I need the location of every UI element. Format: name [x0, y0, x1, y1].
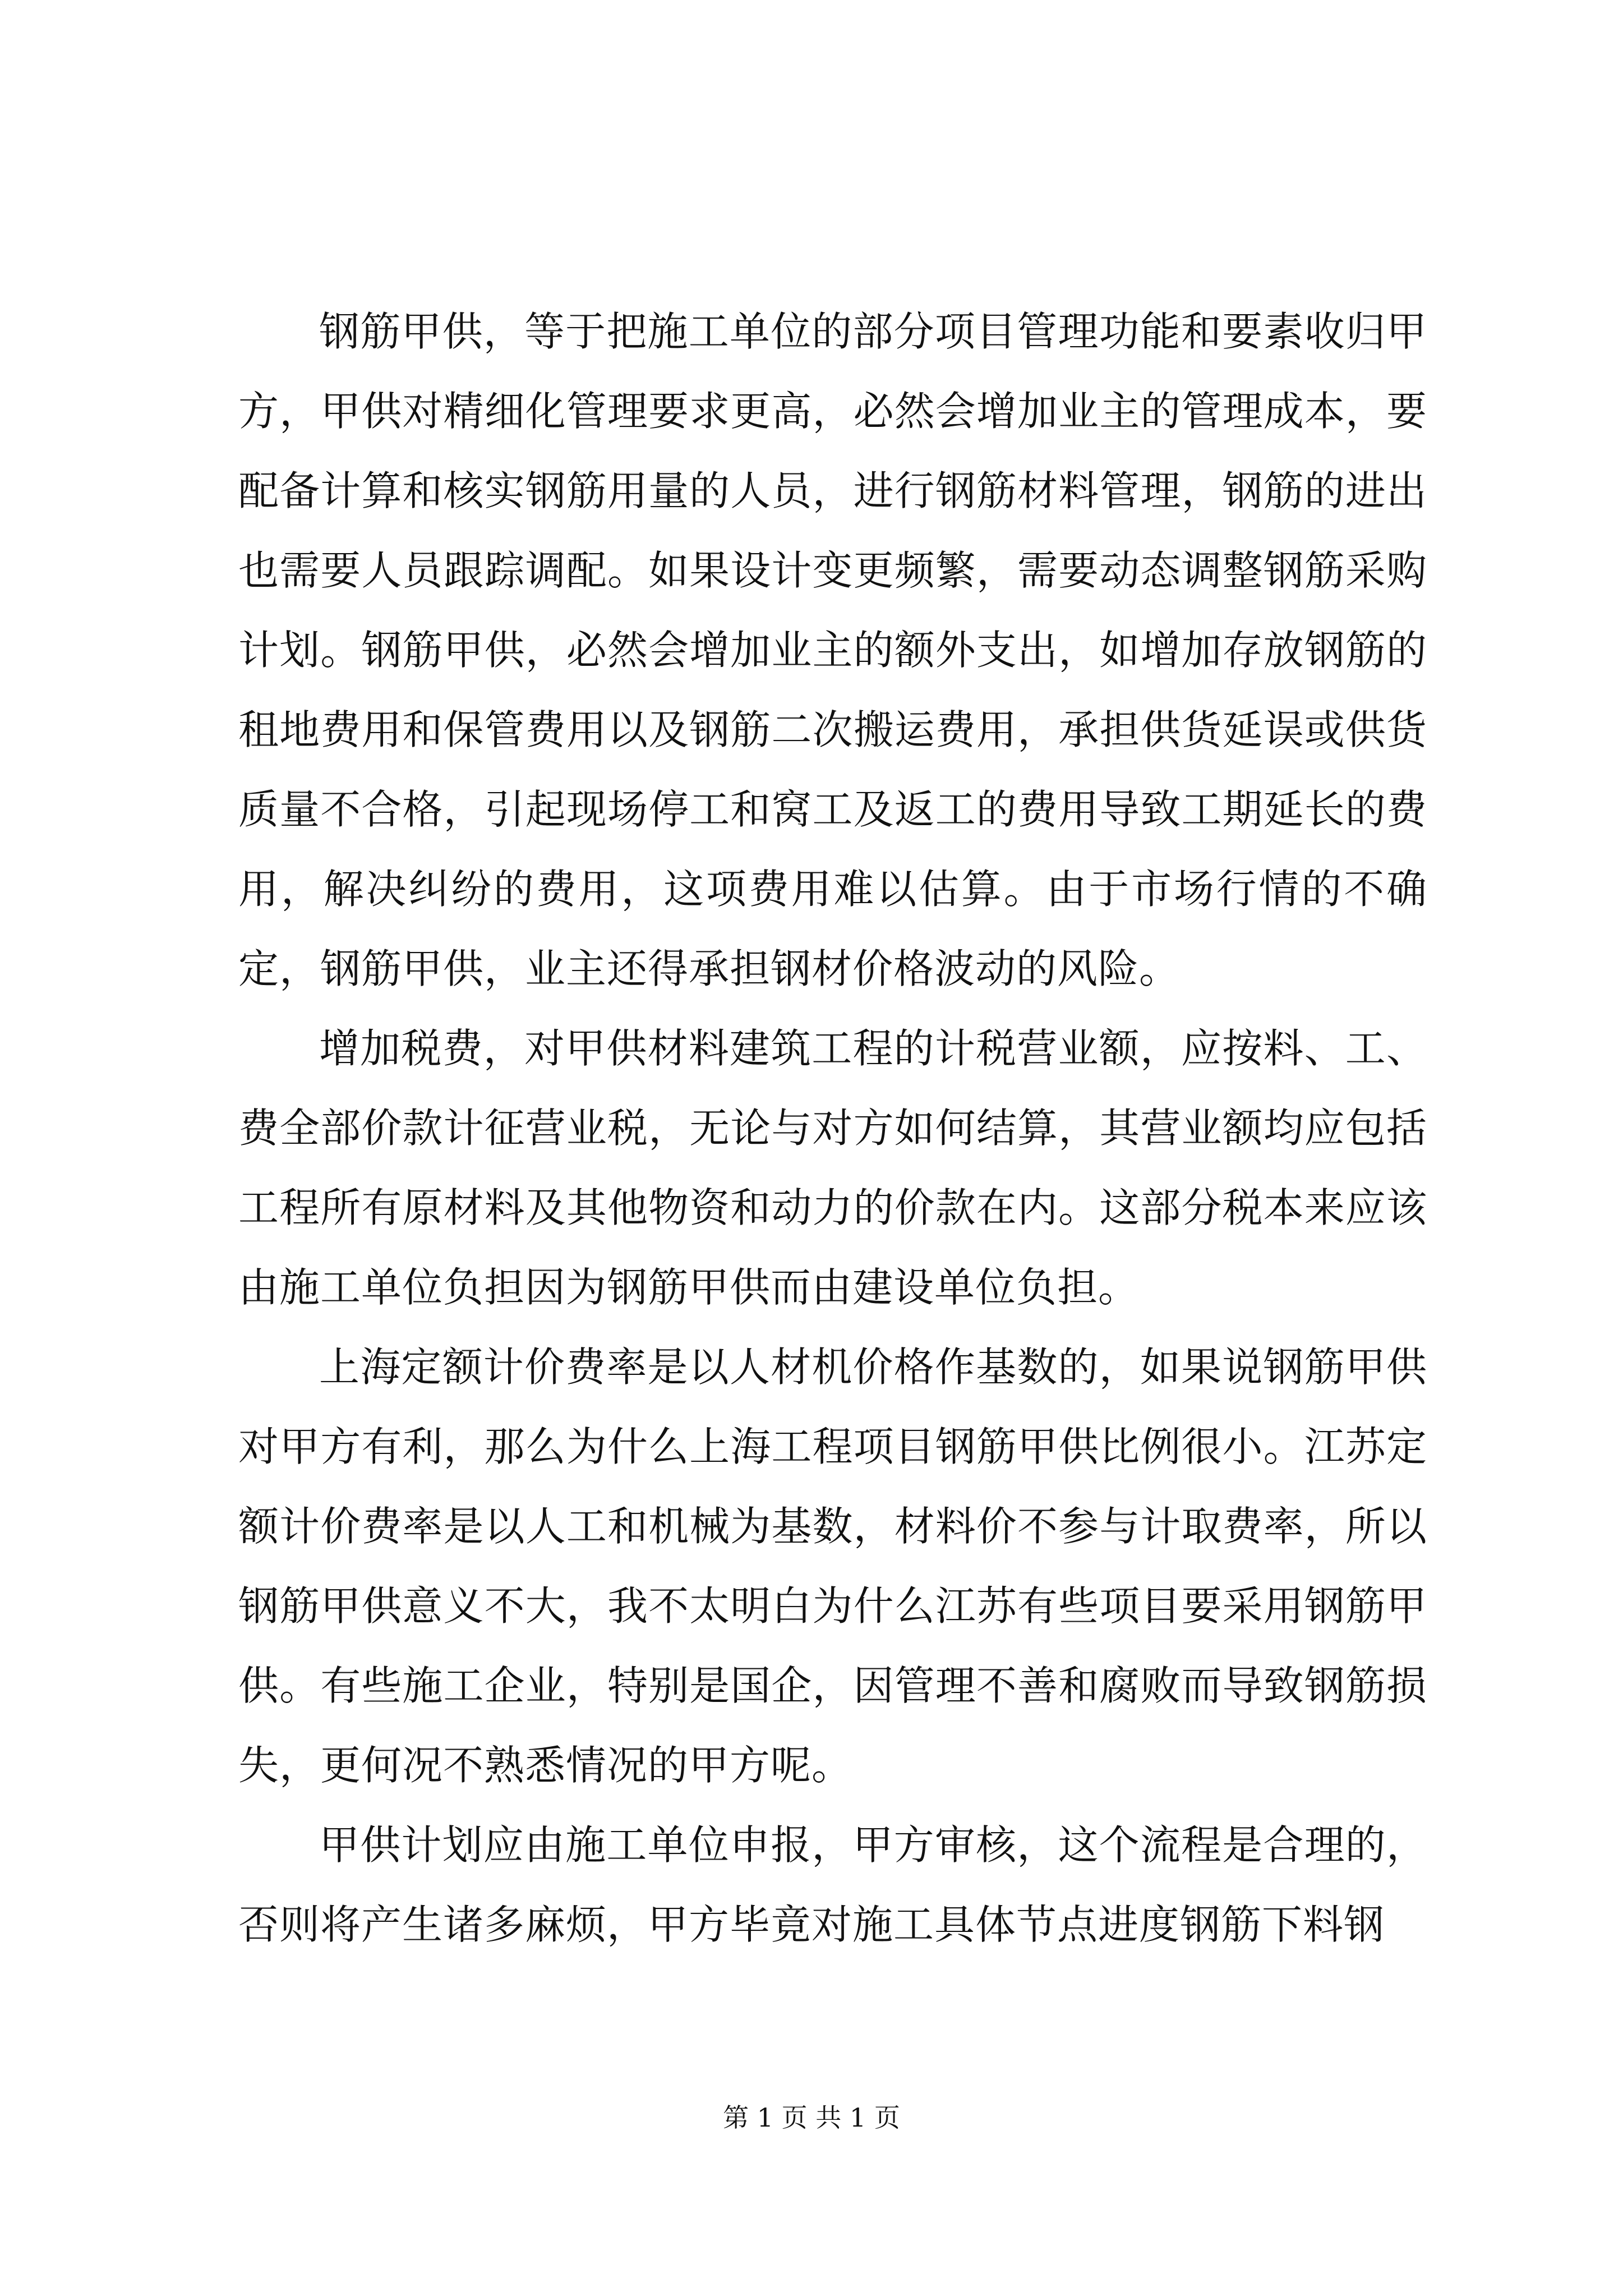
paragraph-2: 增加税费，对甲供材料建筑工程的计税营业额，应按料、工、费全部价款计征营业税，无论与对方如何结算，其营业额均应包括工程所有原材料及其他物资和动力的价款在内。这部分税本来应该由施工单位负担因为钢筋甲供而由建设单位负担。: [238, 1025, 1427, 1311]
document-body: [238, 292, 1427, 1964]
paragraph-3: 上海定额计价费率是以人材机价格作基数的，如果说钢筋甲供对甲方有利，那么为什么上海工程项目钢筋甲供比例很小。江苏定额计价费率是以人工和机械为基数，材料价不参与计取费率，所以钢筋甲供意义不大，我不太明白为什么江苏有些项目要采用钢筋甲供。有些施工企业，特别是国企，因管理不善和腐败而导致钢筋损失，更何况不熟悉情况的甲方呢。: [238, 1343, 1427, 1789]
paragraph-1: 钢筋甲供，等于把施工单位的部分项目管理功能和要素收归甲方，甲供对精细化管理要求更高，必然会增加业主的管理成本，要配备计算和核实钢筋用量的人员，进行钢筋材料管理，钢筋的进出也需要人员跟踪调配。如果设计变更频繁，需要动态调整钢筋采购计划。钢筋甲供，必然会增加业主的额外支出，如增加存放钢筋的租地费用和保管费用以及钢筋二次搬运费用，承担供货延误或供货质量不合格，引起现场停工和窝工及返工的费用导致工期延长的费用，解决纠纷的费用，这项费用难以估算。由于市场行情的不确定，钢筋甲供，业主还得承担钢材价格波动的风险。: [238, 308, 1427, 992]
page-footer: [0, 2101, 1623, 2134]
paragraph-4: 甲供计划应由施工单位申报，甲方审核，这个流程是合理的，否则将产生诸多麻烦，甲方毕竟对施工具体节点进度钢筋下料钢: [238, 1821, 1427, 1948]
page-number-label: 第 1 页 共 1 页: [723, 2102, 900, 2133]
